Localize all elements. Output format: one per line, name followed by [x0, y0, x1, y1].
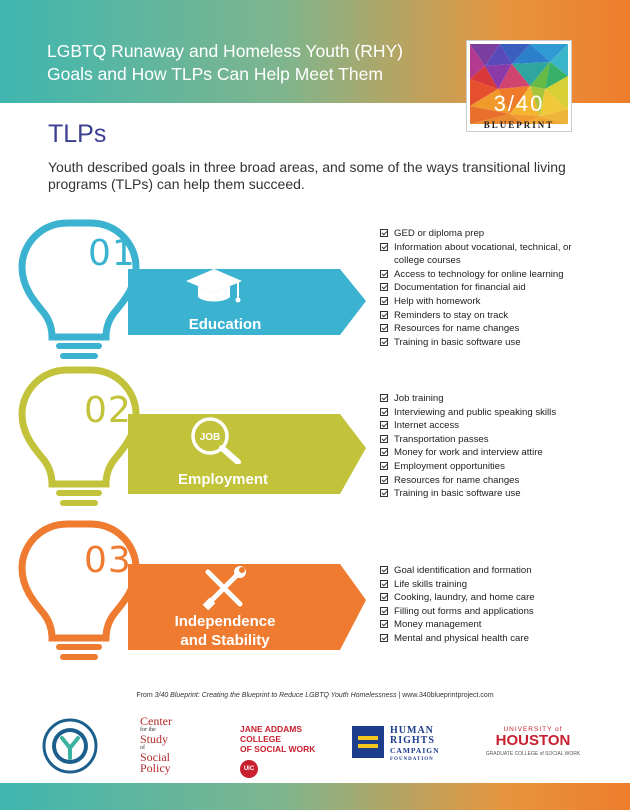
checkbox-icon	[380, 394, 388, 402]
section-label-line1: Education	[188, 316, 262, 333]
checkbox-icon	[380, 620, 388, 628]
logo-word: BLUEPRINT	[483, 120, 555, 130]
checkbox-icon	[380, 421, 388, 429]
checkbox-icon	[380, 462, 388, 470]
list-item: Money management	[380, 618, 580, 632]
checkbox-icon	[380, 476, 388, 484]
list-item: Transportation passes	[380, 433, 580, 447]
section-number: 02	[84, 390, 132, 431]
wrench-screwdriver-icon	[202, 566, 246, 610]
checkbox-icon	[380, 593, 388, 601]
job-search-icon	[186, 414, 246, 464]
checkbox-icon	[380, 297, 388, 305]
blueprint-logo	[466, 40, 572, 132]
checkbox-icon	[380, 243, 388, 251]
list-item: Information about vocational, technical, or college courses	[380, 241, 580, 268]
intro-text: Youth described goals in three broad areas, and some of the ways transitional living programs (TLPs) can help them succeed.	[48, 159, 566, 192]
list-item: Reminders to stay on track	[380, 309, 580, 323]
list-item: Mental and physical health care	[380, 632, 580, 646]
hhs-seal-logo-icon	[42, 718, 98, 774]
section-independence	[0, 520, 630, 685]
citation-line: From 3/40 Blueprint: Creating the Blueprint to Reduce LGBTQ Youth Homelessness | www.340blueprintproject.com	[136, 692, 494, 699]
list-item: Filling out forms and applications	[380, 605, 580, 619]
uic-badge: UIC	[240, 760, 258, 778]
logo-number: 3/40	[493, 91, 545, 116]
checkbox-icon	[380, 338, 388, 346]
list-item: Training in basic software use	[380, 487, 580, 501]
list-item: Employment opportunities	[380, 460, 580, 474]
university-houston-logo: UNIVERSITY of HOUSTON GRADUATE COLLEGE of SOCIAL WORK	[485, 726, 581, 757]
checkbox-icon	[380, 229, 388, 237]
list-item: GED or diploma prep	[380, 227, 580, 241]
checkbox-icon	[380, 435, 388, 443]
section-label-line1: Independence	[174, 613, 276, 630]
list-item: Training in basic software use	[380, 336, 580, 350]
section-employment	[0, 362, 630, 522]
section-label	[150, 612, 300, 650]
checkbox-icon	[380, 634, 388, 642]
checkbox-icon	[380, 270, 388, 278]
checkbox-icon	[380, 580, 388, 588]
section-label	[160, 315, 290, 334]
jane-addams-logo: JANE ADDAMS COLLEGE OF SOCIAL WORK UIC	[240, 724, 330, 778]
list-item: Job training	[380, 392, 580, 406]
goal-list	[380, 392, 580, 501]
list-item: Internet access	[380, 419, 580, 433]
list-item: Cooking, laundry, and home care	[380, 591, 580, 605]
checkbox-icon	[380, 311, 388, 319]
list-item: Goal identification and formation	[380, 564, 580, 578]
hrc-logo: HUMAN RIGHTS CAMPAIGN FOUNDATION	[352, 726, 462, 762]
list-item: Resources for name changes	[380, 322, 580, 336]
list-item: Interviewing and public speaking skills	[380, 406, 580, 420]
job-icon-text: JOB	[199, 432, 221, 443]
list-item: Access to technology for online learning	[380, 268, 580, 282]
graduation-cap-icon	[184, 267, 244, 307]
header-title-line2: Goals and How TLPs Can Help Meet Them	[47, 64, 383, 84]
checkbox-icon	[380, 283, 388, 291]
section-label-line2: and Stability	[180, 632, 270, 649]
checkbox-icon	[380, 489, 388, 497]
goal-list	[380, 227, 580, 349]
checkbox-icon	[380, 324, 388, 332]
checkbox-icon	[380, 566, 388, 574]
checkbox-icon	[380, 607, 388, 615]
header-title-line1: LGBTQ Runaway and Homeless Youth (RHY)	[47, 41, 403, 61]
section-number: 01	[88, 233, 136, 274]
list-item: Help with homework	[380, 295, 580, 309]
list-item: Money for work and interview attire	[380, 446, 580, 460]
list-item: Life skills training	[380, 578, 580, 592]
checkbox-icon	[380, 408, 388, 416]
section-label-line1: Employment	[177, 471, 268, 488]
list-item: Documentation for financial aid	[380, 281, 580, 295]
list-item: Resources for name changes	[380, 474, 580, 488]
page-title: TLPs	[48, 120, 107, 148]
checkbox-icon	[380, 448, 388, 456]
lightbulb-arrow-graphic	[0, 520, 380, 685]
hrc-equal-sign-icon	[352, 726, 384, 758]
goal-list	[380, 564, 580, 646]
section-education	[0, 205, 630, 365]
section-number: 03	[84, 540, 132, 581]
footer-banner	[0, 783, 630, 810]
partner-logos	[0, 712, 630, 775]
header-title	[47, 40, 447, 86]
center-social-policy-logo: Center for the Study of Social Policy	[140, 714, 172, 775]
section-label	[158, 470, 288, 489]
